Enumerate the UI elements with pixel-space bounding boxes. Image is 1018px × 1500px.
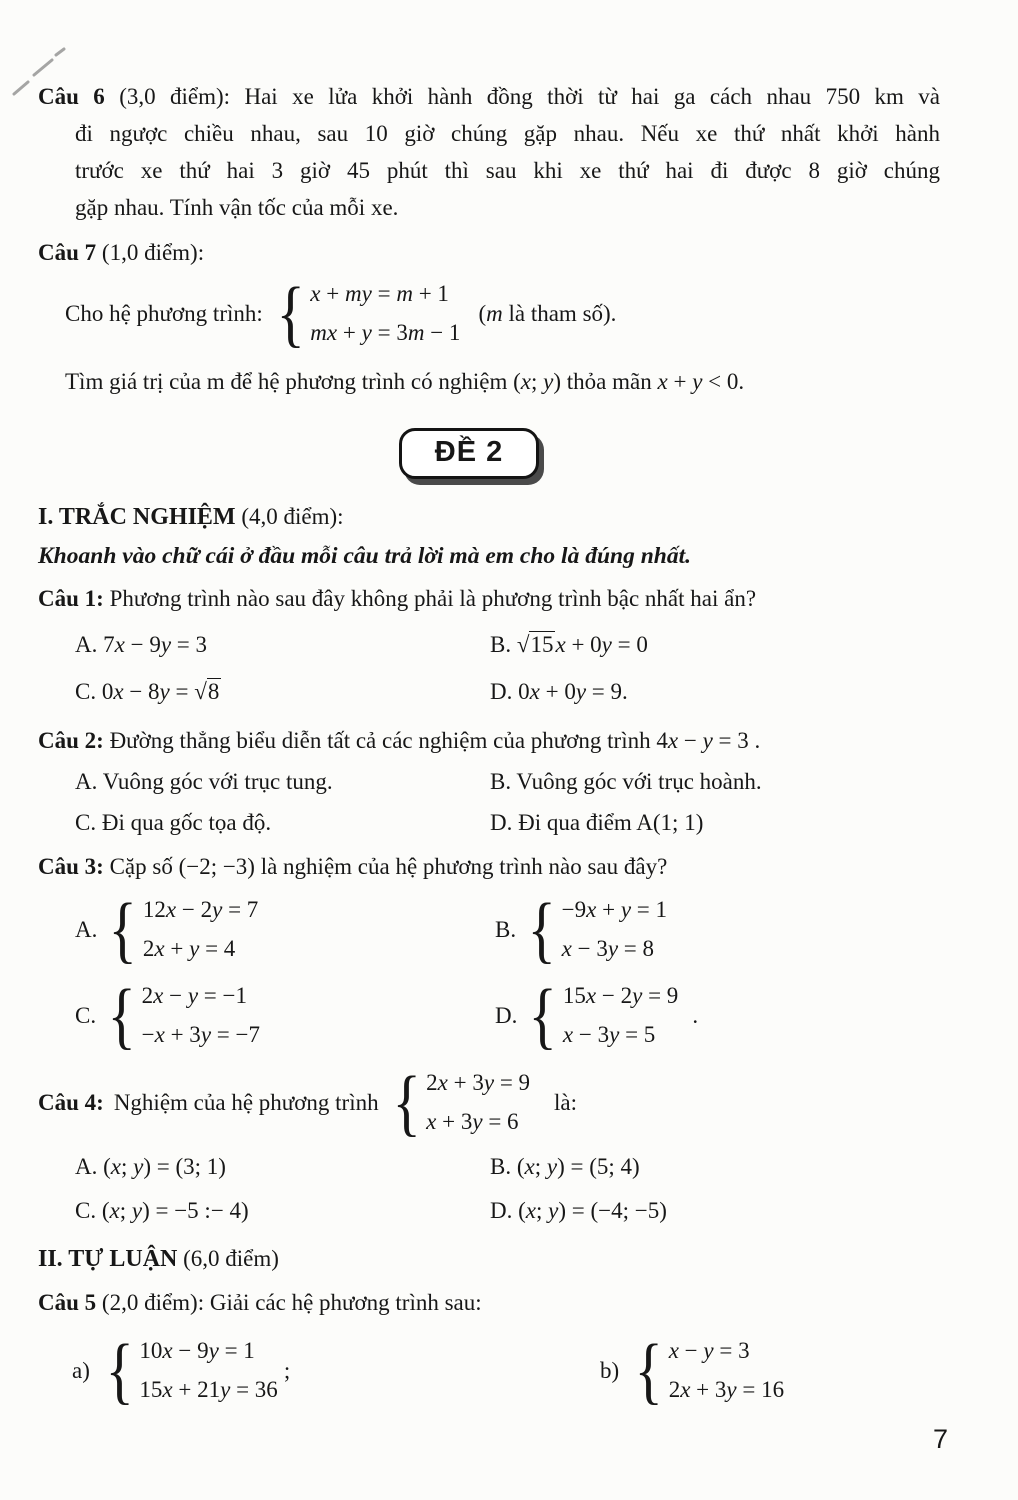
cau7-system-row	[65, 273, 940, 355]
cau3-option-c-eq1: 2x − y = −1	[141, 983, 247, 1009]
cau5-part-a	[72, 1325, 600, 1417]
cau4-options	[75, 1145, 940, 1233]
cau3-question	[38, 847, 940, 887]
cau7-conc-math2: x + y < 0.	[657, 369, 745, 394]
cau2-option-a: A. Vuông góc với trục tung.	[75, 769, 333, 794]
cau3-option-d-tail: .	[692, 1003, 699, 1028]
cau1-option-a: A. 7x − 9y = 3	[75, 632, 208, 657]
cau2-option-b: B. Vuông góc với trục hoành.	[490, 769, 762, 794]
cau3-options	[75, 887, 940, 1059]
cau3-question-text: Cặp số (−2; −3) là nghiệm của hệ phương trình nào sau đây?	[103, 854, 668, 879]
cau3-option-c	[75, 973, 495, 1059]
cau5-label: Câu 5	[38, 1290, 97, 1315]
section1-points: (4,0 điểm):	[235, 504, 344, 529]
cau6-line-1	[38, 78, 940, 115]
left-brace: {	[528, 974, 558, 1057]
cau3-option-a-system	[105, 888, 259, 971]
cau4-eq1: 2x + 3y = 9	[426, 1070, 531, 1096]
cau6-line-2: đi ngược chiều nhau, sau 10 giờ chúng gặp nhau. Nếu xe thứ nhất khởi hành	[75, 121, 940, 146]
cau2-label: Câu 2:	[38, 728, 104, 753]
cau3-option-a	[75, 887, 495, 973]
cau5-part-a-eq1: 10x − 9y = 1	[139, 1338, 255, 1364]
cau7-conc-math1: (x; y)	[513, 369, 562, 394]
left-brace: {	[107, 974, 137, 1057]
section2-points: (6,0 điểm)	[177, 1246, 279, 1271]
cau2-question-math: 4x − y = 3	[656, 728, 749, 753]
cau7-label: Câu 7	[38, 240, 97, 265]
cau5-parts	[72, 1325, 940, 1417]
de2-heading-box	[399, 428, 539, 479]
section1-title	[38, 497, 940, 537]
cau3-option-a-eq2: 2x + y = 4	[142, 936, 236, 962]
cau3-option-c-eq2: −x + 3y = −7	[141, 1022, 260, 1048]
cau7-conc-text1: Tìm giá trị của m để hệ phương trình có nghiệm	[65, 369, 514, 394]
cau4-eq2: x + 3y = 6	[426, 1109, 519, 1135]
cau4-option-d: D. (x; y) = (−4; −5)	[490, 1198, 667, 1223]
section1-instruction: Khoanh vào chữ cái ở đầu mỗi câu trả lời mà em cho là đúng nhất.	[38, 543, 692, 569]
cau3-option-c-letter: C.	[75, 1003, 97, 1028]
cau5-part-b-system	[631, 1329, 785, 1412]
cau6-line-4: gặp nhau. Tính vận tốc của mỗi xe.	[75, 195, 399, 220]
pen-scribble-icon	[8, 40, 78, 100]
left-brace: {	[392, 1061, 421, 1144]
de2-heading-wrap	[38, 428, 900, 479]
cau3-option-b	[495, 887, 940, 973]
cau7-eq2: mx + y = 3m − 1	[310, 320, 461, 346]
cau5-part-a-eq2: 15x + 21y = 36	[139, 1377, 278, 1403]
cau7-note	[478, 301, 616, 327]
cau2-options	[75, 761, 940, 843]
cau7-block	[38, 234, 940, 400]
cau5-part-a-system	[102, 1329, 278, 1412]
cau3-label: Câu 3:	[38, 854, 104, 879]
cau1-label: Câu 1:	[38, 586, 104, 611]
cau7-heading	[38, 234, 940, 271]
cau6-label: Câu 6	[38, 84, 105, 109]
section2-title	[38, 1239, 940, 1279]
left-brace: {	[105, 1329, 134, 1412]
cau5-heading-text: (2,0 điểm): Giải các hệ phương trình sau:	[96, 1290, 482, 1315]
cau3-option-b-eq2: x − 3y = 8	[561, 936, 655, 962]
cau4-label: Câu 4:	[38, 1090, 104, 1115]
cau1-question-text: Phương trình nào sau đây không phải là phương trình bậc nhất hai ẩn?	[103, 586, 757, 611]
cau1-question	[38, 579, 940, 619]
cau3-option-d-system	[525, 974, 679, 1057]
cau4-system	[389, 1061, 531, 1144]
cau5-part-b-eq1: x − y = 3	[668, 1338, 750, 1364]
cau5-part-a-label: a)	[72, 1358, 90, 1383]
cau5-part-b-label: b)	[600, 1358, 620, 1383]
cau2-question	[38, 721, 940, 761]
cau6-line-3: trước xe thứ hai 3 giờ 45 phút thì sau khi xe thứ hai đi được 8 giờ chúng	[75, 158, 940, 183]
cau5-heading	[38, 1283, 940, 1323]
cau3-option-d	[495, 973, 940, 1059]
cau7-note-rest: là tham số).	[502, 301, 617, 326]
cau4-option-b: B. (x; y) = (5; 4)	[490, 1154, 640, 1179]
left-brace: {	[527, 888, 557, 971]
cau3-option-d-letter: D.	[495, 1003, 518, 1028]
cau3-option-a-eq1: 12x − 2y = 7	[142, 897, 259, 923]
page-number: 7	[932, 1424, 948, 1454]
cau2-option-d: D. Đi qua điểm A(1; 1)	[490, 810, 704, 835]
cau1-option-b: B. √15x + 0y = 0	[490, 632, 648, 657]
cau6-line1-text: (3,0 điểm): Hai xe lửa khởi hành đồng thời từ hai ga cách nhau 750 km và	[104, 84, 940, 109]
cau7-eq1: x + my = m + 1	[310, 281, 449, 307]
section2-name: II. TỰ LUẬN	[38, 1246, 178, 1272]
left-brace: {	[108, 888, 138, 971]
cau4-option-a: A. (x; y) = (3; 1)	[75, 1154, 226, 1179]
cau5-part-a-tail: ;	[283, 1358, 291, 1383]
cau1-option-d: D. 0x + 0y = 9.	[490, 679, 628, 704]
cau3-option-a-letter: A.	[75, 917, 98, 942]
de2-label: ĐỀ 2	[434, 436, 504, 468]
cau3-option-d-eq1: 15x − 2y = 9	[562, 983, 679, 1009]
left-brace: {	[634, 1329, 664, 1412]
cau7-equations	[310, 281, 460, 346]
cau7-conc-text2: thỏa mãn	[561, 369, 658, 394]
cau1-option-c: C. 0x − 8y = √8	[75, 679, 220, 704]
cau3-option-c-system	[104, 974, 260, 1057]
cau7-equation-system	[273, 272, 461, 355]
cau3-option-b-eq1: −9x + y = 1	[561, 897, 668, 923]
cau5-part-b-eq2: 2x + 3y = 16	[668, 1377, 785, 1403]
left-brace: {	[276, 272, 305, 355]
cau3-option-b-letter: B.	[495, 917, 517, 942]
cau3-option-d-eq2: x − 3y = 5	[562, 1022, 656, 1048]
cau5-part-b	[600, 1325, 940, 1417]
cau7-conclusion	[65, 363, 940, 400]
cau7-points: (1,0 điểm):	[96, 240, 205, 265]
cau6-block	[38, 78, 940, 226]
cau3-option-b-system	[524, 888, 668, 971]
section1-name: I. TRẮC NGHIỆM	[38, 504, 236, 530]
cau7-intro: Cho hệ phương trình:	[65, 301, 263, 326]
cau2-question-text: Đường thẳng biểu diễn tất cả các nghiệm của phương trình	[103, 728, 657, 753]
cau2-question-tail: .	[748, 728, 761, 753]
cau4-question	[38, 1061, 940, 1145]
cau2-option-c: C. Đi qua gốc tọa độ.	[75, 810, 272, 835]
cau4-question-tail: là:	[554, 1090, 578, 1115]
cau7-note-open: (m	[478, 301, 503, 326]
cau4-question-text: Nghiệm của hệ phương trình	[113, 1090, 379, 1115]
cau1-options	[75, 621, 940, 715]
cau4-option-c: C. (x; y) = −5 :− 4)	[75, 1198, 249, 1223]
